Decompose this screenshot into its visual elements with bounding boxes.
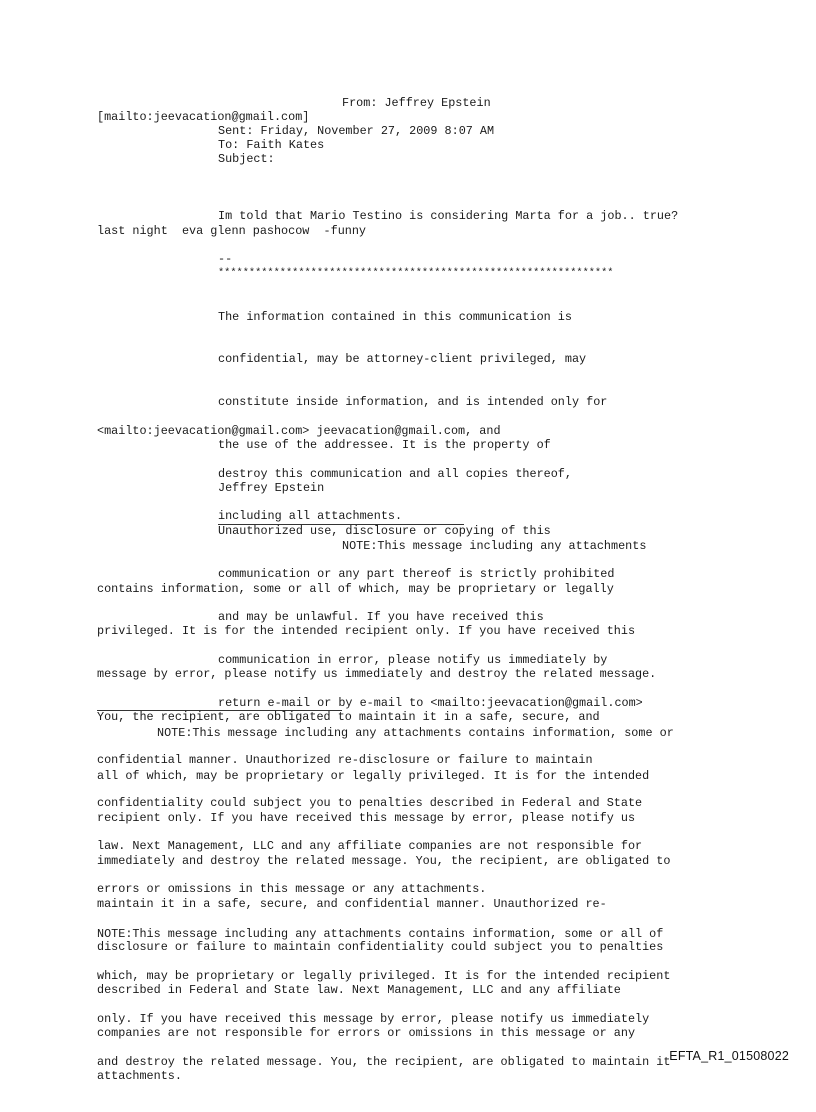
note-line: only. If you have received this message by error, please notify us immediately: [97, 1012, 650, 1027]
note-1-first-line: NOTE:This message including any attachments: [342, 539, 647, 553]
signature-line: The information contained in this communication is: [218, 309, 572, 324]
signature-line: confidential, may be attorney-client privileged, may: [218, 352, 587, 367]
signature-line: Unauthorized use, disclosure or copying of this: [218, 524, 551, 539]
signature-line: constitute inside information, and is intended only for: [218, 395, 608, 410]
horizontal-rule: [218, 524, 464, 525]
signature-stars: ****************************************************************: [218, 267, 614, 279]
note-line: recipient only. If you have received this message by error, please notify us: [97, 811, 636, 826]
note-3-body: [97, 898, 670, 1098]
signature-line: return e-mail or by e-mail to <mailto:jeevacation@gmail.com>: [218, 695, 643, 710]
document-id: EFTA_R1_01508022: [669, 1049, 789, 1063]
email-from-line: From: Jeffrey Epstein: [342, 96, 491, 110]
note-line: maintain it in a safe, secure, and confidential manner. Unauthorized re-: [97, 897, 607, 912]
note-line: contains information, some or all of which, may be proprietary or legally: [97, 581, 614, 596]
note-line: all of which, may be proprietary or legally privileged. It is for the intended: [97, 768, 650, 783]
horizontal-rule: [97, 710, 342, 711]
note-line: disclosure or failure to maintain confidentiality could subject you to penalties: [97, 940, 664, 955]
email-subject-line: Subject:: [218, 152, 275, 166]
signature-line: including all attachments.: [218, 509, 403, 524]
note-line: errors or omissions in this message or any attachments.: [97, 881, 487, 896]
note-line: confidentiality could subject you to penalties described in Federal and State: [97, 796, 643, 811]
note-line: attachments.: [97, 1068, 182, 1083]
email-to-line: To: Faith Kates: [218, 138, 325, 152]
note-2-first-line: NOTE:This message including any attachments contains information, some or: [157, 726, 674, 740]
note-line: described in Federal and State law. Next Management, LLC and any affiliate: [97, 983, 621, 998]
signature-line: communication in error, please notify us immediately by: [218, 652, 608, 667]
note-line: privileged. It is for the intended recipient only. If you have received this: [97, 624, 636, 639]
email-mailto-line: [mailto:jeevacation@gmail.com]: [97, 110, 310, 124]
signature-separator: --: [218, 252, 233, 266]
signature-outdented-line: <mailto:jeevacation@gmail.com> jeevacation@gmail.com, and: [97, 424, 501, 438]
signature-tail: [218, 438, 572, 552]
note-line: law. Next Management, LLC and any affiliate companies are not responsible for: [97, 838, 643, 853]
signature-line: the use of the addressee. It is the property of: [218, 438, 551, 453]
email-sent-line: Sent: Friday, November 27, 2009 8:07 AM: [218, 124, 495, 138]
note-line: which, may be proprietary or legally privileged. It is for the intended recipient: [97, 969, 671, 984]
note-line: companies are not responsible for errors or omissions in this message or any: [97, 1025, 636, 1040]
signature-line: and may be unlawful. If you have received this: [218, 609, 544, 624]
message-line-2: last night eva glenn pashocow -funny: [97, 224, 367, 238]
note-line: immediately and destroy the related message. You, the recipient, are obligated to: [97, 854, 671, 869]
note-line: confidential manner. Unauthorized re-disclosure or failure to maintain: [97, 753, 593, 768]
note-line: and destroy the related message. You, the recipient, are obligated to maintain it: [97, 1055, 671, 1070]
signature-line: destroy this communication and all copies thereof,: [218, 466, 572, 481]
note-line: NOTE:This message including any attachments contains information, some or all of: [97, 926, 664, 941]
note-line: You, the recipient, are obligated to maintain it in a safe, secure, and: [97, 710, 600, 725]
signature-line: Jeffrey Epstein: [218, 481, 325, 496]
signature-line: communication or any part thereof is strictly prohibited: [218, 566, 615, 581]
message-line-1: Im told that Mario Testino is considering Marta for a job.. true?: [218, 209, 679, 223]
note-line: message by error, please notify us immediately and destroy the related message.: [97, 667, 657, 682]
